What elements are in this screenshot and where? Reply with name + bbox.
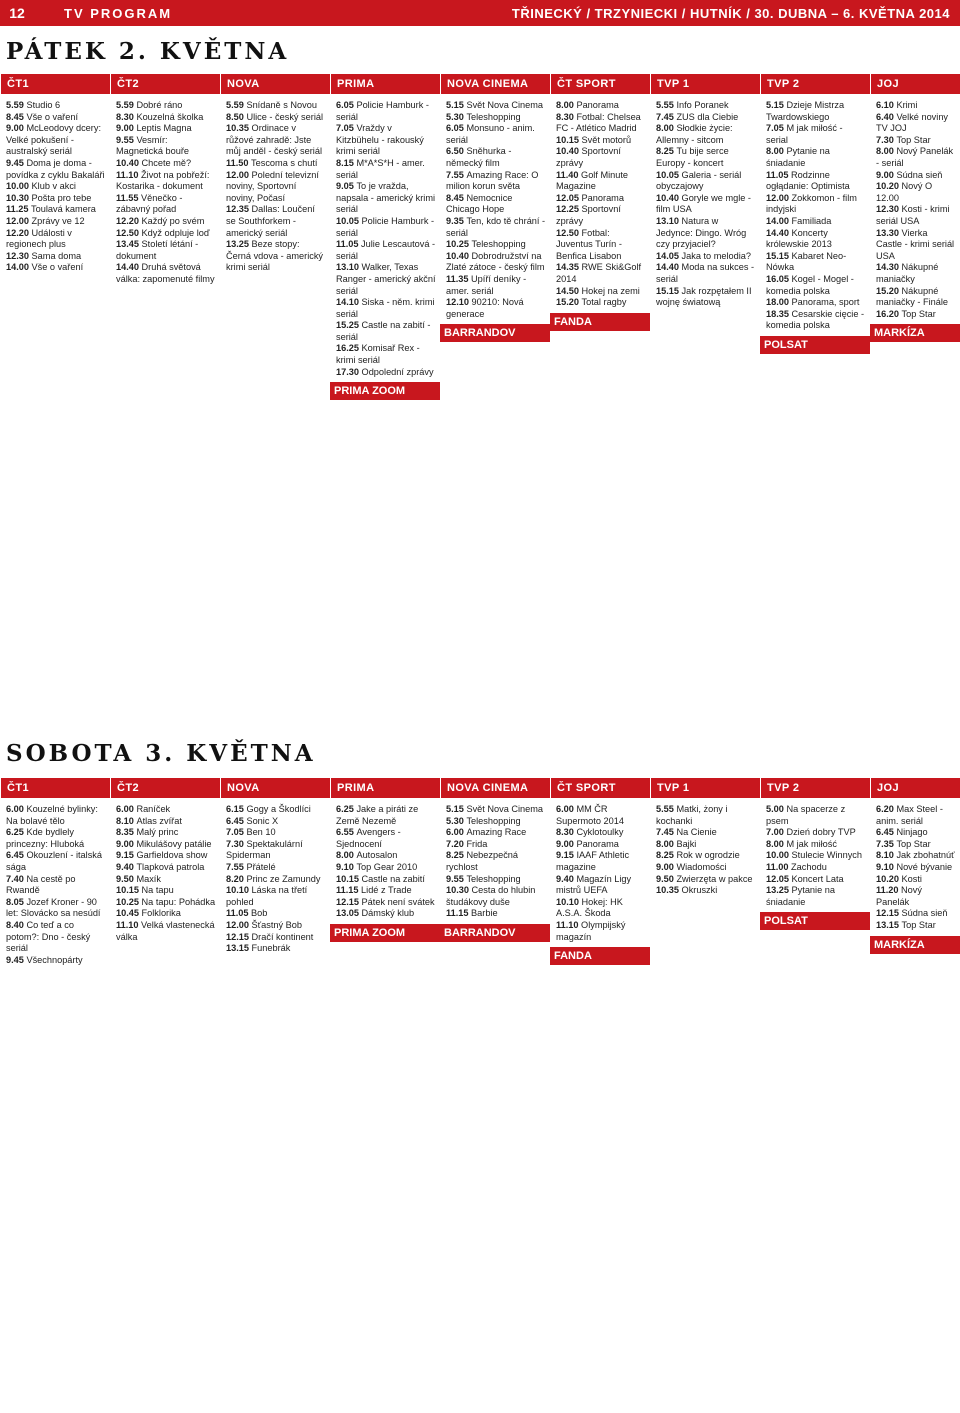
sub-channel-header: POLSAT [760,912,870,930]
program-entry: 9.40 Magazín Ligy mistrů UEFA [556,873,632,896]
program-entry: 13.25 Beze stopy: Černá vdova - americký krimi seriál [226,239,324,273]
program-entry: 16.25 Komisař Rex - krimi seriál [336,343,420,366]
program-entry: 10.35 Ordinace v růžové zahradě: Jste můj anděl - český seriál [226,123,322,157]
sub-channel-header: BARRANDOV [440,924,550,942]
program-entry: 11.05 Rodzinne ogłądanie: Optimista [766,169,850,192]
program-entry: 6.00 Amazing Race [446,827,527,838]
program-entry: 7.35 Top Star [876,838,931,849]
program-entry: 10.10 Láska na třetí pohled [226,885,308,907]
program-entry: 8.00 Nový Panelák - seriál [876,146,954,168]
program-entry: 11.05 Julie Lescautová - seriál [336,239,436,261]
channel-header-čt1: ČT1 [0,778,110,798]
program-entry: 9.10 Top Gear 2010 [336,861,418,872]
program-entry: 14.05 Jaka to melodia? [656,250,752,261]
program-entry: 9.40 Tlapková patrola [116,861,205,872]
program-entry: 6.55 Avengers - Sjednocení [336,827,401,849]
program-entry: 7.30 Top Star [876,134,931,145]
friday-title: PÁTEK 2. KVĚTNA [6,38,290,65]
channel-header-tvp-2: TVP 2 [760,778,870,798]
program-entry: 7.55 Přátelé [226,861,276,872]
channel-column [330,802,440,1407]
program-entry: 7.45 Na Cienie [656,827,717,838]
program-entry: 11.10 Velká vlastenecká válka [116,919,215,942]
program-entry: 7.05 Vraždy v Kitzbühelu - rakouský krimi seriál [336,123,424,157]
channel-header-čt-sport: ČT SPORT [550,778,650,798]
program-entry: 9.00 Leptis Magna [116,123,192,134]
section-label: TV PROGRAM [64,5,173,21]
program-entry: 11.10 Život na pobřeží: Kostarika - dokument [116,169,210,192]
program-entry: 12.20 Události v regionech plus [6,227,72,250]
program-entry: 10.40 Sportovní zprávy [556,146,621,168]
page-number: 12 [9,5,25,21]
friday-grid [0,98,960,738]
program-entry: 18.35 Cesarskie cięcie - komedia polska [766,308,865,331]
channel-column [110,98,220,738]
program-entry: 8.00 Pytanie na śniadanie [766,146,830,168]
program-entry: 8.50 Ulice - český seriál [226,111,324,122]
program-entry: 9.45 Doma je doma - povídka z cyklu Bakaláři [6,157,105,180]
program-entry: 7.40 Na cestě po Rwandě [6,873,76,896]
channel-header-čt1: ČT1 [0,74,110,94]
program-entry: 6.05 Policie Hamburk - seriál [336,100,429,122]
program-entry: 12.50 Fotbal: Juventus Turín - Benfica Lisabon [556,227,622,261]
program-entry: 16.20 Top Star [876,308,936,319]
channel-header-čt2: ČT2 [110,778,220,798]
channel-header-čt-sport: ČT SPORT [550,74,650,94]
program-entry: 11.15 Barbie [446,908,498,919]
program-entry: 14.35 RWE Ski&Golf 2014 [556,262,642,284]
program-entry: 9.05 To je vražda, napsala - americký krimi seriál [336,181,436,215]
channel-column [0,802,110,1407]
program-entry: 15.25 Castle na zabití - seriál [336,320,431,342]
program-entry: 14.40 Druhá světová válka: zapomenuté filmy [116,262,215,284]
program-entry: 17.30 Odpolední zprávy [336,366,434,377]
program-entry: 10.15 Svět motorů [556,134,632,145]
program-entry: 7.20 Frida [446,838,488,849]
program-entry: 14.00 Vše o vaření [6,262,84,273]
program-entry: 5.00 Na spacerze z psem [766,804,846,826]
program-entry: 12.30 Sama doma [6,250,82,261]
program-entry: 13.10 Walker, Texas Ranger - americký akční seriál [336,262,436,296]
program-entry: 6.05 Monsuno - anim. seriál [446,123,535,145]
program-entry: 12.35 Dallas: Loučení se Southforkem - americký seriál [226,204,315,238]
program-entry: 10.15 Castle na zabití [336,873,425,884]
program-entry: 12.00 Šťastný Bob [226,919,302,930]
channel-header-nova-cinema: NOVA CINEMA [440,74,550,94]
sub-channel-header: PRIMA ZOOM [330,924,440,942]
channel-column [760,802,870,1407]
program-entry: 10.40 Chcete mě? [116,157,192,168]
program-entry: 8.00 Autosalon [336,850,398,861]
program-entry: 8.00 Słodkie życie: Allemny - sitcom [656,123,733,145]
program-entry: 9.00 Súdna sieň [876,169,943,180]
program-entry: 12.15 Pátek není svátek [336,896,435,907]
sub-channel-header: FANDA [550,947,650,965]
program-entry: 14.00 Familiada [766,215,832,226]
program-entry: 5.15 Svět Nova Cinema [446,100,544,110]
program-entry: 9.45 Všechnopárty [6,954,83,965]
program-entry: 6.00 Kouzelné bylinky: Na bolavé tělo [6,804,98,826]
program-entry: 7.00 Dzień dobry TVP [766,827,856,838]
program-entry: 10.20 Kosti [876,873,922,884]
channel-header-nova-cinema: NOVA CINEMA [440,778,550,798]
program-entry: 9.00 Panorama [556,838,619,849]
program-entry: 10.25 Teleshopping [446,239,526,250]
program-entry: 12.00 Polední televizní noviny, Sportovní noviny, Počasí [226,169,319,203]
program-entry: 8.40 Co teď a co potom?: Dno - český seriál [6,919,91,954]
program-entry: 6.45 Sonic X [226,815,279,826]
program-entry: 14.40 Moda na sukces - seriál [656,262,755,284]
channel-header-joj: JOJ [870,778,960,798]
program-entry: 10.20 Nový O 12.00 [876,181,933,203]
program-entry: 9.15 IAAF Athletic magazine [556,850,630,872]
channel-header-čt2: ČT2 [110,74,220,94]
program-entry: 10.25 Na tapu: Pohádka [116,896,216,907]
program-entry: 12.00 Zokkomon - film indyjski [766,192,857,215]
saturday-channel-bar [0,778,960,798]
program-entry: 5.59 Snídaně s Novou [226,100,317,110]
channel-column [870,98,960,738]
program-entry: 11.00 Zachodu [766,861,827,872]
program-entry: 5.30 Teleshopping [446,111,521,122]
program-entry: 10.00 Klub v akci [6,181,76,192]
program-entry: 8.30 Fotbal: Chelsea FC - Atlético Madrid [556,111,641,134]
sub-channel-header: FANDA [550,313,650,331]
program-entry: 7.05 M jak miłość - serial [766,123,843,145]
program-entry: 8.15 M*A*S*H - amer. seriál [336,157,425,180]
program-entry: 6.00 MM ČR Supermoto 2014 [556,804,624,826]
program-entry: 10.05 Galeria - seriál obyczajowy [656,169,742,192]
program-entry: 8.10 Jak zbohatnúť [876,850,955,861]
sub-channel-header: MARKÍZA [870,936,960,954]
program-entry: 8.25 Tu bije serce Europy - koncert [656,146,729,168]
program-entry: 13.15 Funebrák [226,943,291,954]
program-entry: 13.45 Století létání - dokument [116,239,199,261]
program-entry: 10.15 Na tapu [116,885,174,896]
program-entry: 14.50 Hokej na zemi [556,285,640,296]
channel-column [0,98,110,738]
program-entry: 15.15 Kabaret Neo-Nówka [766,250,847,273]
program-entry: 8.00 Bajki [656,838,697,849]
channel-header-nova: NOVA [220,778,330,798]
program-entry: 11.10 Olympijský magazín [556,919,626,942]
newspaper-title: TŘINECKÝ / TRZYNIECKI / HUTNÍK / 30. DUBNA – 6. KVĚTNA 2014 [511,5,950,21]
program-entry: 6.25 Kde bydlely princezny: Hluboká [6,827,85,849]
program-entry: 12.05 Koncert Lata [766,873,844,884]
program-entry: 11.15 Lidé z Trade [336,885,412,896]
program-entry: 14.30 Nákupné maniačky [876,262,939,284]
program-entry: 13.05 Dámský klub [336,908,415,919]
channel-column [650,802,760,1407]
program-entry: 5.15 Dzieje Mistrza Twardowskiego [766,100,845,122]
program-entry: 8.25 Nebezpečná rychlost [446,850,519,872]
program-entry: 12.15 Dračí kontinent [226,931,314,942]
program-entry: 10.10 Hokej: HK A.S.A. Škoda [556,896,623,919]
program-entry: 7.45 ZUS dla Ciebie [656,111,739,122]
program-entry: 7.55 Amazing Race: O milion korun světa [446,169,539,192]
channel-header-prima: PRIMA [330,778,440,798]
channel-column [110,802,220,1407]
program-entry: 9.50 Zwierzęta w pakce [656,873,753,884]
top-bar [0,0,960,26]
program-entry: 11.55 Věnečko - zábavný pořad [116,192,183,215]
saturday-title: SOBOTA 3. KVĚTNA [6,740,316,767]
program-entry: 8.35 Malý princ [116,827,179,838]
program-entry: 14.10 Siska - něm. krimi seriál [336,297,435,319]
program-entry: 10.45 Folklorika [116,908,181,919]
program-entry: 8.45 Vše o vaření [6,111,79,122]
program-entry: 11.40 Golf Minute Magazine [556,169,629,192]
program-entry: 8.45 Nemocnice Chicago Hope [446,192,513,215]
program-entry: 13.25 Pytanie na śniadanie [766,885,835,907]
program-entry: 7.05 Ben 10 [226,827,276,838]
program-entry: 9.00 McLeodovy dcery: Velké pokušení - australský seriál [6,123,101,157]
channel-header-nova: NOVA [220,74,330,94]
channel-column [650,98,760,738]
program-entry: 12.00 Zprávy ve 12 [6,215,85,226]
program-entry: 10.30 Pošta pro tebe [6,192,92,203]
program-entry: 8.00 Panorama [556,100,619,110]
sub-channel-header: PRIMA ZOOM [330,382,440,400]
program-entry: 6.45 Okouzlení - italská sága [6,850,103,872]
program-entry: 6.50 Sněhurka - německý film [446,146,512,168]
channel-header-tvp-2: TVP 2 [760,74,870,94]
channel-header-tvp-1: TVP 1 [650,74,760,94]
program-entry: 16.05 Kogel - Mogel - komedia polska [766,273,854,296]
program-entry: 11.20 Nový Panelák [876,885,922,907]
program-entry: 10.40 Dobrodružství na Zlaté zátoce - český film [446,250,545,273]
program-entry: 7.30 Spektakulární Spiderman [226,838,303,861]
program-entry: 6.00 Raníček [116,804,171,814]
channel-column [870,802,960,1407]
channel-column [760,98,870,738]
program-entry: 5.55 Matki, żony i kochanki [656,804,728,826]
program-entry: 10.00 Stulecie Winnych [766,850,863,861]
program-entry: 5.30 Teleshopping [446,815,521,826]
program-entry: 8.10 Atlas zvířat [116,815,182,826]
program-entry: 15.20 Nákupné maniačky - Finále [876,285,948,308]
channel-header-tvp-1: TVP 1 [650,778,760,798]
program-entry: 8.20 Princ ze Zamundy [226,873,321,884]
program-entry: 8.25 Rok w ogrodzie [656,850,740,861]
program-entry: 8.00 M jak miłość [766,838,837,849]
program-entry: 9.55 Vesmír: Magnetická bouře [116,134,190,157]
program-entry: 9.55 Teleshopping [446,873,521,884]
program-entry: 18.00 Panorama, sport [766,297,860,308]
program-entry: 8.05 Jozef Kroner - 90 let: Slovácko sa nesúdí [6,896,101,919]
sub-channel-header: MARKÍZA [870,324,960,342]
program-entry: 6.15 Gogy a Škodlíci [226,804,311,814]
program-entry: 10.30 Cesta do hlubin študákovy duše [446,885,536,907]
program-entry: 6.10 Krimi [876,100,918,110]
program-entry: 11.50 Tescoma s chutí [226,157,318,168]
program-entry: 6.45 Ninjago [876,827,928,838]
channel-column [550,98,650,738]
program-entry: 9.00 Mikulášovy patálie [116,838,212,849]
program-entry: 13.10 Natura w Jedynce: Dingo. Wróg czy przyjaciel? [656,215,747,250]
program-entry: 9.35 Ten, kdo tě chrání - seriál [446,215,546,238]
program-entry: 12.20 Každý po svém [116,215,205,226]
program-entry: 6.40 Velké noviny TV JOJ [876,111,949,134]
channel-column [220,802,330,1407]
program-entry: 9.15 Garfieldova show [116,850,208,861]
channel-column [440,802,550,1407]
program-entry: 10.05 Policie Hamburk - seriál [336,215,435,238]
channel-header-joj: JOJ [870,74,960,94]
channel-column [330,98,440,738]
channel-column [220,98,330,738]
program-entry: 9.50 Maxík [116,873,161,884]
program-entry: 15.20 Total ragby [556,297,627,308]
program-entry: 12.05 Panorama [556,192,624,203]
program-entry: 9.00 Wiadomości [656,861,727,872]
sub-channel-header: BARRANDOV [440,324,550,342]
program-entry: 5.15 Svět Nova Cinema [446,804,544,814]
program-entry: 8.30 Cyklotoulky [556,827,624,838]
program-entry: 6.25 Jake a piráti ze Země Nezemě [336,804,419,826]
program-entry: 11.05 Bob [226,908,268,919]
program-entry: 9.10 Nové bývanie [876,861,953,872]
friday-channel-bar [0,74,960,94]
program-entry: 14.40 Koncerty królewskie 2013 [766,227,832,250]
saturday-grid [0,802,960,1407]
program-entry: 8.30 Kouzelná školka [116,111,204,122]
channel-column [440,98,550,738]
program-entry: 10.35 Okruszki [656,885,718,896]
program-entry: 12.10 90210: Nová generace [446,297,524,319]
program-entry: 12.50 Když odpluje loď [116,227,210,238]
program-entry: 12.15 Súdna sieň [876,908,948,919]
program-entry: 6.20 Max Steel - anim. seriál [876,804,943,826]
program-entry: 5.59 Studio 6 [6,100,61,110]
program-entry: 13.30 Vierka Castle - krimi seriál USA [876,227,955,261]
program-entry: 13.15 Top Star [876,919,936,930]
program-entry: 11.35 Upíří deníky - amer. seriál [446,273,527,296]
program-entry: 11.25 Toulavá kamera [6,204,96,215]
program-entry: 10.40 Gorylе we mgle - film USA [656,192,751,215]
sub-channel-header: POLSAT [760,336,870,354]
program-entry: 12.25 Sportovní zprávy [556,204,621,226]
program-entry: 15.15 Jak rozpętałem II wojnę światową [656,285,752,308]
program-entry: 5.59 Dobré ráno [116,100,183,110]
program-entry: 12.30 Kosti - krimi seriál USA [876,204,950,226]
program-entry: 5.55 Info Poranek [656,100,729,110]
channel-column [550,802,650,1407]
channel-header-prima: PRIMA [330,74,440,94]
